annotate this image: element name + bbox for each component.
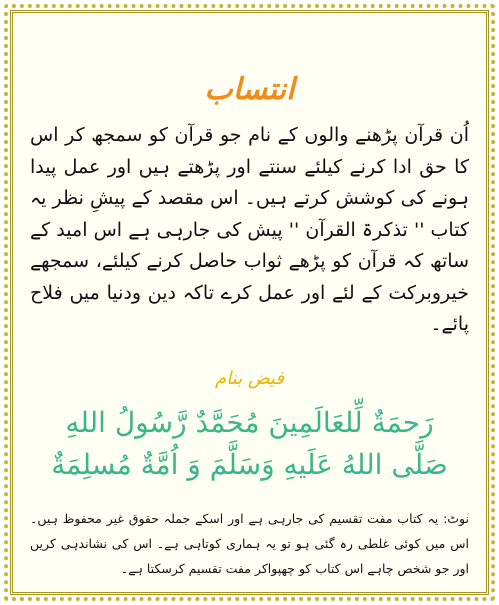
durood-line-1: رَحمَةٌ لِّلعَالَمِينَ مُحَمَّدٌ رَّسُولُ اللهِ — [65, 406, 434, 439]
dedication-page — [24, 20, 475, 585]
dedication-text: اُن قرآن پڑھنے والوں کے نام جو قرآن کو سمجھ کر اس کا حق ادا کرنے کیلئے سنتے اور پڑھتے ہیں اور عمل پیدا ہونے کی کوشش کرتے ہیں۔ اس مقصد کے پیشِ نظر یہ کتاب '' تذکرۃ القرآن '' پیش کی جارہی ہے اس امید کے ساتھ کہ قرآن کو پڑھے ثواب حاصل کرنے کیلئے، سمجھے خیروبرکت کے لئے اور عمل کرے تاکہ دین ودنیا میں فلاح پائے۔ — [30, 124, 469, 335]
footnote: نوٹ: یہ کتاب مفت تقسیم کی جارہی ہے اور اسکے جملہ حقوق غیر محفوظ ہیں۔ اس میں کوئی غلطی رہ گئی ہو تو یہ ہماری کوتاہی ہے۔ اس کی نشاندہی کریں اور جو شخص چاہے اس کتاب کو چھپواکر مفت تقسیم کرسکتا ہے۔ — [30, 511, 469, 576]
durood-line-2: صَلَّى اللهُ عَلَيهِ وَسَلَّمَ وَ اُمَّةٌ مُسلِمَةٌ — [51, 448, 448, 481]
faiz-heading: فیض بنام — [215, 368, 284, 389]
page-title: انتساب — [204, 72, 295, 107]
durood-block — [44, 402, 455, 486]
